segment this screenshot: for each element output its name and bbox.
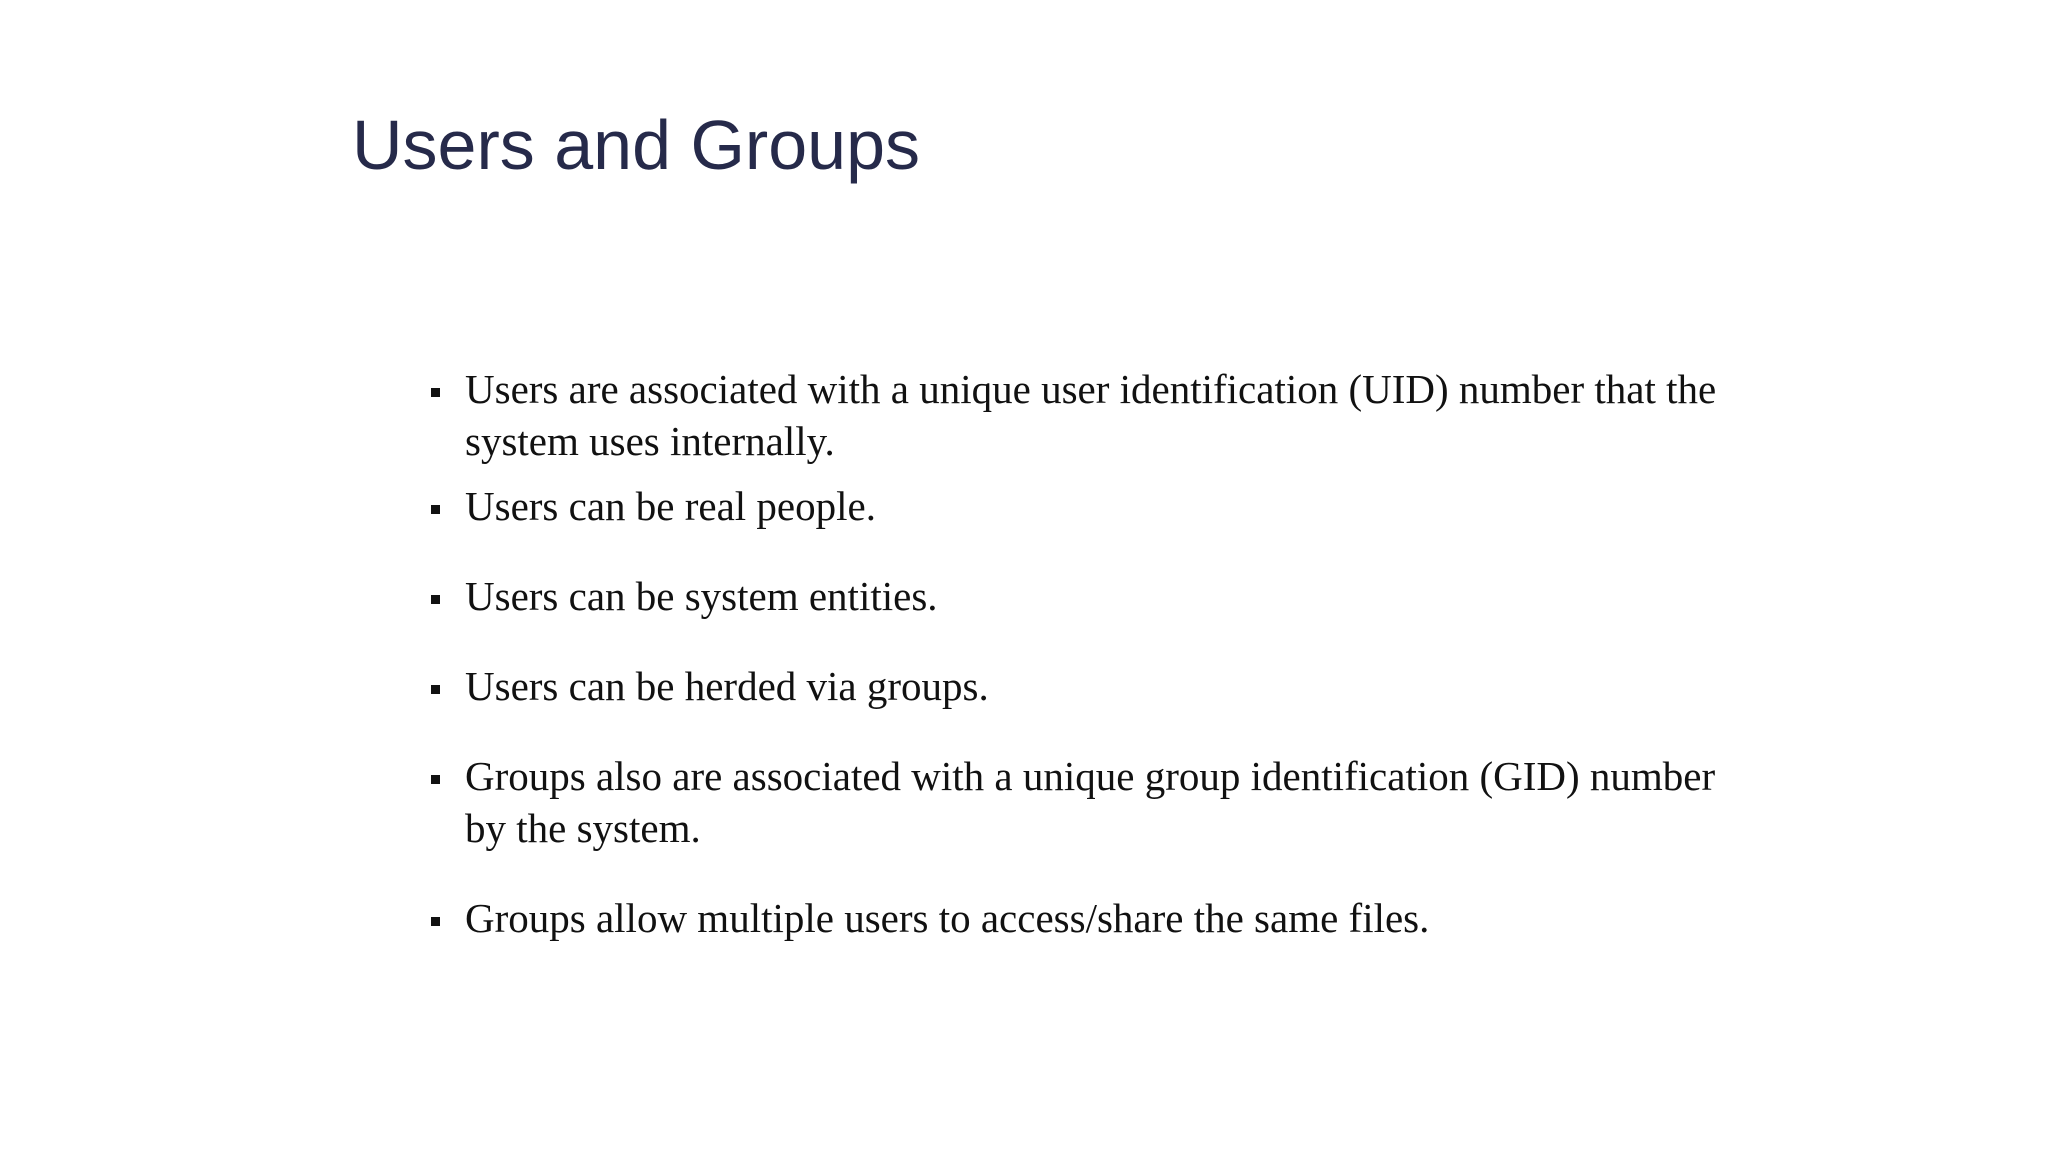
bullet-text: Groups also are associated with a unique group identification (GID) number by the system.: [465, 753, 1716, 851]
square-bullet-icon: [431, 595, 440, 604]
bullet-list: [428, 363, 1728, 944]
list-item: [428, 363, 1728, 467]
list-item: [428, 570, 1728, 622]
list-item: [428, 892, 1728, 944]
square-bullet-icon: [431, 505, 440, 514]
list-item: [428, 480, 1728, 532]
bullet-text: Users are associated with a unique user identification (UID) number that the system uses internally.: [465, 366, 1717, 464]
slide-title: Users and Groups: [352, 106, 921, 184]
square-bullet-icon: [431, 775, 440, 784]
list-item: [428, 660, 1728, 712]
bullet-text: Users can be system entities.: [465, 573, 938, 619]
square-bullet-icon: [431, 685, 440, 694]
bullet-text: Users can be herded via groups.: [465, 663, 989, 709]
bullet-text: Groups allow multiple users to access/share the same files.: [465, 895, 1430, 941]
bullet-text: Users can be real people.: [465, 483, 876, 529]
square-bullet-icon: [431, 917, 440, 926]
square-bullet-icon: [431, 388, 440, 397]
list-item: [428, 750, 1728, 854]
